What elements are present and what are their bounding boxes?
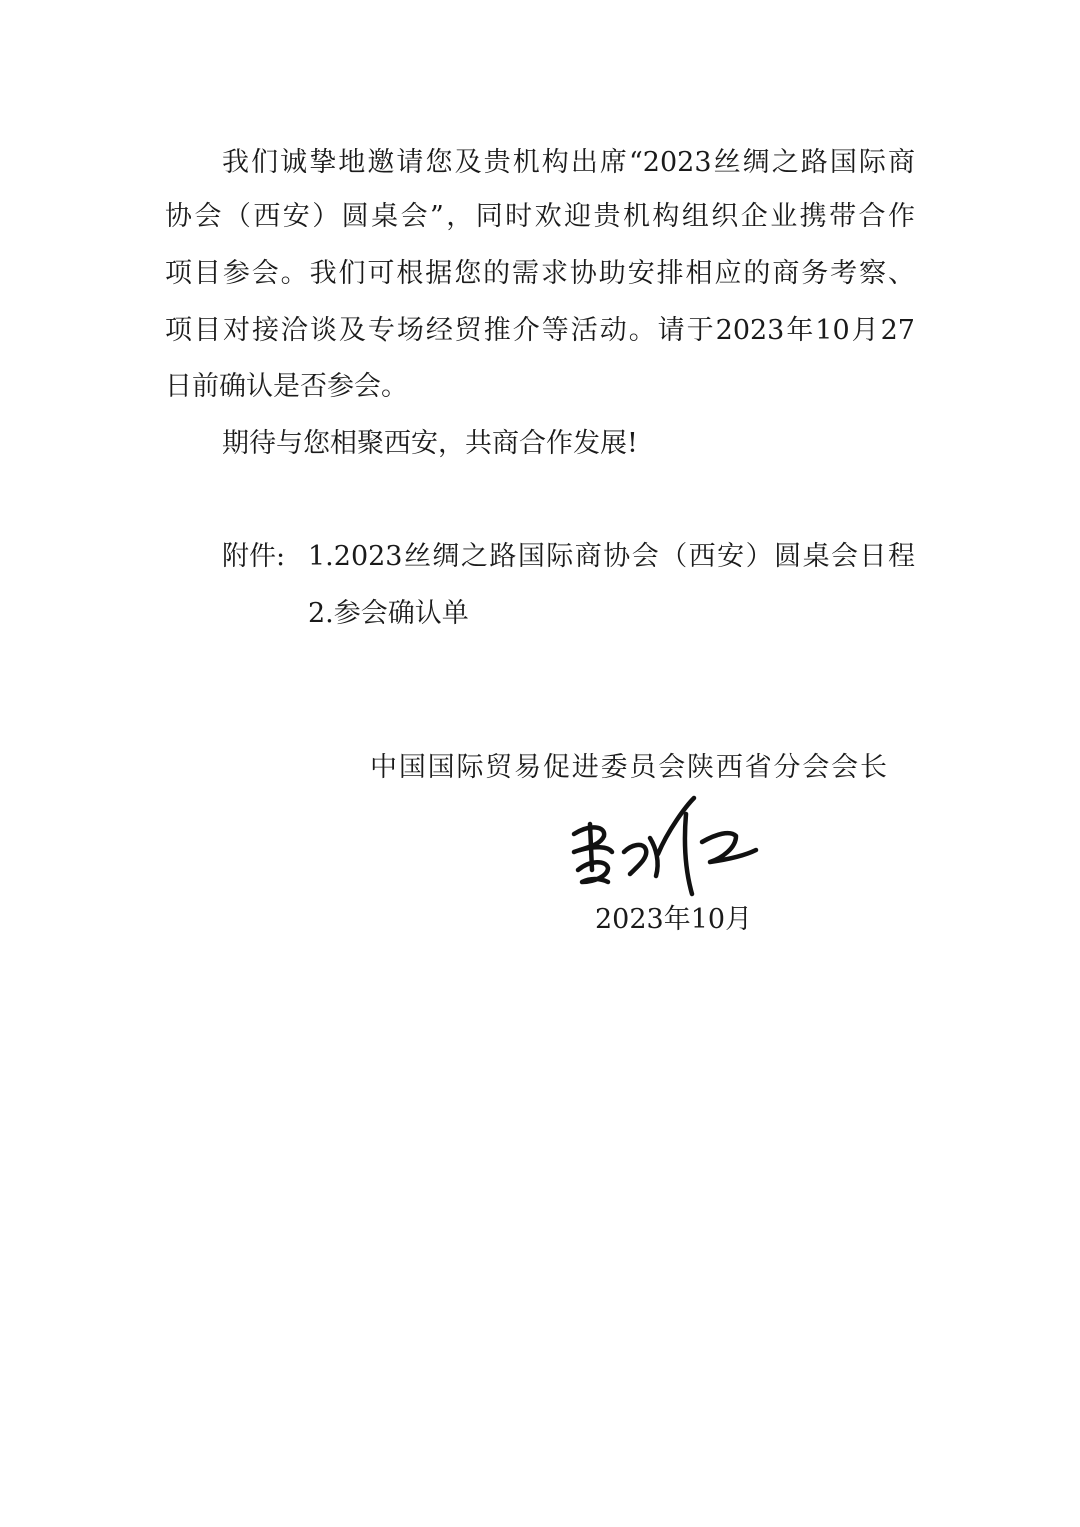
body-line-1: 我们诚挚地邀请您及贵机构出席“2023丝绸之路国际商 [222, 147, 915, 178]
signer-title: 中国国际贸易促进委员会陕西省分会会长 [370, 752, 887, 783]
handwritten-signature [560, 790, 775, 900]
body-line-5: 日前确认是否参会。 [165, 371, 408, 402]
body-line-3: 项目参会。我们可根据您的需求协助安排相应的商务考察、 [165, 258, 915, 289]
attachments-label: 附件: [222, 541, 286, 572]
date-line: 2023年10月 [595, 904, 753, 935]
body-line-4: 项目对接洽谈及专场经贸推介等活动。请于2023年10月27 [165, 315, 915, 346]
attachment-item-1: 1.2023丝绸之路国际商协会（西安）圆桌会日程 [308, 541, 915, 572]
body-line-2: 协会（西安）圆桌会”，同时欢迎贵机构组织企业携带合作 [165, 201, 915, 232]
closing-line: 期待与您相聚西安，共商合作发展! [222, 428, 638, 459]
attachment-item-2: 2.参会确认单 [308, 598, 469, 629]
